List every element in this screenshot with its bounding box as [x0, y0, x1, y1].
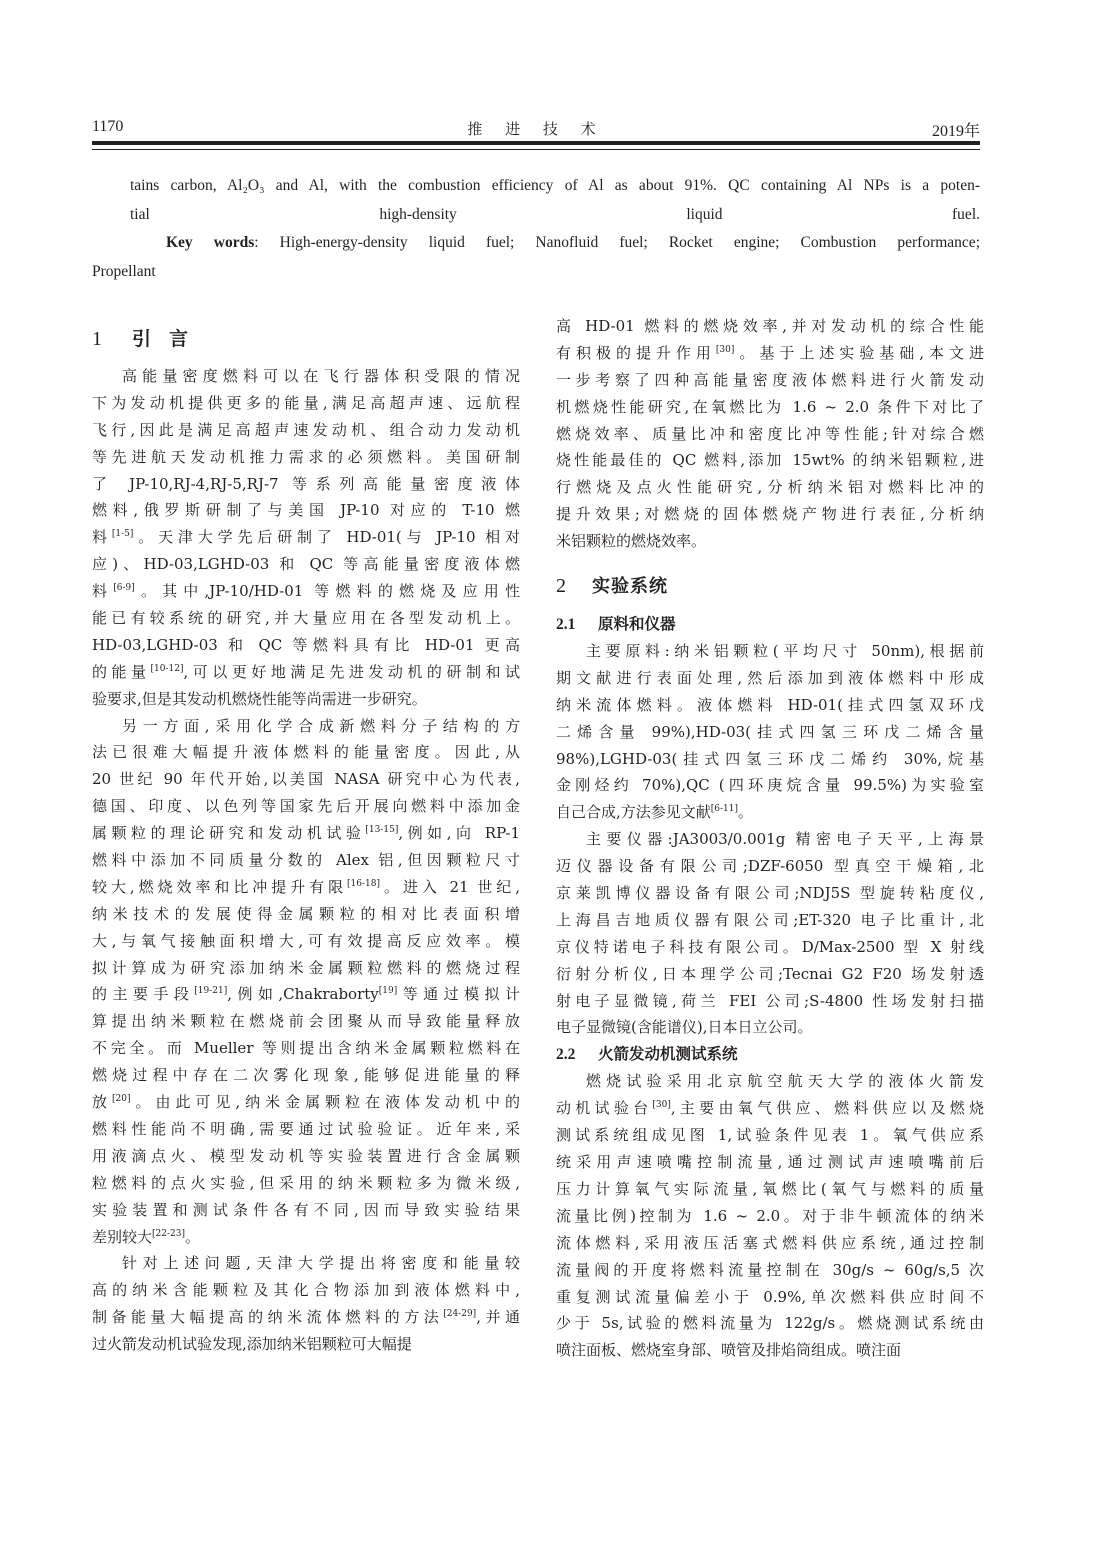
text-line: [556, 1203, 984, 1230]
text-line: [92, 766, 520, 793]
text-segment: 。其中,JP-10/HD-01 等燃料的燃烧及应用性: [134, 582, 520, 601]
text-segment: 了 JP-10,RJ-4,RJ-5,RJ-7 等系列高能量密度液体: [92, 474, 520, 493]
text-segment: ,并通: [476, 1308, 520, 1327]
section-number: 2: [556, 575, 566, 598]
right-column: [556, 313, 984, 1364]
citation-ref: [24-29]: [443, 1309, 477, 1320]
text-line: [92, 390, 520, 417]
text-line: [556, 394, 984, 421]
text-segment: 。天津大学先后研制了 HD-01(与 JP-10 相对: [133, 528, 520, 547]
text-segment: 拟计算成为研究添加纳米金属颗粒燃料的燃烧过程: [92, 958, 520, 977]
text-segment: 主要仪器:JA3003/0.001g 精密电子天平,上海景: [586, 830, 984, 849]
text-segment: 主要原料:纳米铝颗粒(平均尺寸 50nm),根据前: [586, 642, 984, 661]
text-segment: 烧性能最佳的 QC 燃料,添加 15wt% 的纳米铝颗粒,进: [556, 451, 984, 470]
text-segment: 喷注面板、燃烧室身部、喷管及排焰筒组成。喷注面: [556, 1341, 902, 1360]
text-segment: 另一方面,采用化学合成新燃料分子结构的方: [122, 716, 520, 735]
text-segment: 等先进航天发动机推力需求的必须燃料。美国研制: [92, 447, 520, 466]
text-segment: 金刚烃约 70%),QC (四环庚烷含量 99.5%)为实验室: [556, 776, 984, 795]
text-segment: 验要求,但是其发动机燃烧性能等尚需进一步研究。: [92, 689, 427, 708]
text-segment: ,例如,向 RP-1: [398, 824, 520, 843]
text-segment: 德国、印度、以色列等国家先后开展向燃料中添加金: [92, 797, 520, 816]
text-segment: 针对上述问题,天津大学提出将密度和能量较: [122, 1254, 520, 1273]
text-line: [92, 820, 520, 847]
keywords-separator: :: [254, 234, 259, 251]
header-rule-thin: [92, 149, 980, 150]
citation-ref: [20]: [112, 1094, 131, 1105]
subsection-title: 原料和仪器: [598, 615, 676, 634]
text-segment: 期文献进行表面处理,然后添加到液体燃料中形成: [556, 668, 984, 687]
text-segment: 飞行,因此是满足高超声速发动机、组合动力发动机: [92, 420, 520, 439]
text-line: [92, 1062, 520, 1089]
text-line: [92, 874, 520, 901]
section-heading-1: [92, 322, 520, 356]
text-segment: 电子显微镜(含能谱仪),日本日立公司。: [556, 1018, 813, 1037]
text-segment: 流量阀的开度将燃料流量控制在 30g/s ~ 60g/s,5 次: [556, 1260, 984, 1279]
subsection-heading-2-2: [556, 1041, 984, 1068]
abstract-line: tains carbon, Al₂O₃ and Al, with the combustion efficiency of Al as about 91%. QC containing Al NPs is a poten-: [130, 177, 980, 194]
text-line: [92, 847, 520, 874]
text-segment: 差别较大: [92, 1227, 153, 1246]
text-line: [92, 497, 520, 524]
text-line: [556, 421, 984, 448]
text-segment: 的主要手段: [92, 985, 195, 1004]
text-segment: 等通过模拟计: [397, 985, 520, 1004]
text-line: [92, 1143, 520, 1170]
citation-ref: [16-18]: [347, 878, 381, 889]
text-line: [556, 1337, 984, 1364]
text-segment: 燃烧过程中存在二次雾化现象,能够促进能量的释: [92, 1066, 520, 1085]
text-segment: 应)、HD-03,LGHD-03 和 QC 等高能量密度液体燃: [92, 555, 520, 574]
section-number: 1: [92, 328, 102, 350]
text-segment: ,主要由氧气供应、燃料供应以及燃烧: [670, 1099, 984, 1118]
text-line: [556, 826, 984, 853]
text-segment: 流量比例)控制为 1.6 ~ 2.0。对于非牛顿流体的纳米: [556, 1206, 984, 1225]
citation-ref: [22-23]: [152, 1228, 185, 1239]
text-segment: 有积极的提升作用: [556, 343, 716, 362]
text-segment: 算提出纳米颗粒在燃烧前会团聚从而导致能量释放: [92, 1012, 520, 1031]
text-line: [556, 501, 984, 528]
text-line: [556, 1284, 984, 1311]
subsection-title: 火箭发动机测试系统: [598, 1045, 738, 1064]
text-segment: 用液滴点火、模型发动机等实验装置进行含金属颗: [92, 1146, 520, 1165]
text-line: [556, 1095, 984, 1122]
text-line: [556, 799, 984, 826]
text-segment: 行燃烧及点火性能研究,分析纳米铝对燃料比冲的: [556, 478, 984, 497]
instruments-paragraph: [556, 826, 984, 1041]
text-segment: 料: [92, 582, 114, 601]
citation-ref: [6-11]: [710, 804, 739, 815]
text-line: [556, 1068, 984, 1095]
text-segment: 法已很难大幅提升液体燃料的能量密度。因此,从: [92, 743, 520, 762]
text-line: [92, 1089, 520, 1116]
text-segment: 一步考察了四种高能量密度液体燃料进行火箭发动: [556, 370, 984, 389]
text-line: [92, 901, 520, 928]
keywords-label: Key words: [166, 234, 255, 251]
left-column: [92, 322, 520, 1358]
text-line: [92, 1331, 520, 1358]
header-rule-thick: [92, 141, 980, 145]
text-segment: 京莱凯博仪器设备有限公司;NDJ5S 型旋转粘度仪,: [556, 884, 984, 903]
text-segment: 。: [738, 803, 754, 822]
text-line: [92, 605, 520, 632]
text-segment: 衍射分析仪,日本理学公司;Tecnai G2 F20 场发射透: [556, 964, 984, 983]
text-line: [92, 1035, 520, 1062]
section-heading-2: [556, 569, 984, 603]
citation-ref: [19-21]: [194, 986, 228, 997]
text-segment: 提升效果;对燃烧的固体燃烧产物进行表征,分析纳: [556, 505, 984, 524]
text-line: [556, 665, 984, 692]
text-segment: 高的纳米含能颗粒及其化合物添加到液体燃料中,: [92, 1281, 520, 1300]
text-line: [556, 961, 984, 988]
text-line: [556, 772, 984, 799]
text-line: [556, 719, 984, 746]
text-segment: 高能量密度燃料可以在飞行器体积受限的情况: [122, 367, 520, 385]
text-segment: 放: [92, 1093, 112, 1112]
section-1-body: [92, 363, 520, 1358]
text-line: [92, 578, 520, 605]
text-segment: 上海昌吉地质仪器有限公司;ET-320 电子比重计,北: [556, 910, 984, 929]
text-line: [556, 907, 984, 934]
citation-ref: [30]: [715, 344, 735, 355]
text-line: [92, 417, 520, 444]
subsection-heading-2-1: [556, 611, 984, 638]
citation-ref: [10-12]: [150, 663, 184, 674]
text-line: [92, 955, 520, 982]
keywords-text: High-energy-density liquid fuel; Nanofluid fuel; Rocket engine; Combustion performance;: [258, 234, 980, 251]
text-line: [556, 880, 984, 907]
citation-ref: [1-5]: [111, 529, 134, 540]
text-segment: 能已有较系统的研究,并大量应用在各型发动机上。: [92, 609, 520, 628]
text-segment: 燃料性能尚不明确,需要通过试验验证。近年来,采: [92, 1119, 520, 1138]
text-line: [92, 981, 520, 1008]
text-segment: 机燃烧性能研究,在氧燃比为 1.6 ~ 2.0 条件下对比了: [556, 397, 984, 416]
publication-year: 2019年: [931, 123, 980, 140]
text-segment: 的能量: [92, 662, 151, 681]
text-line: [92, 1008, 520, 1035]
text-segment: 纳米技术的发展使得金属颗粒的相对比表面积增: [92, 904, 520, 923]
text-segment: 自己合成,方法参见文献: [556, 803, 711, 822]
text-segment: 迈仪器设备有限公司;DZF-6050 型真空干燥箱,北: [556, 857, 984, 876]
text-line: [556, 692, 984, 719]
text-segment: 实验装置和测试条件各有不同,因而导致实验结果: [92, 1200, 520, 1219]
text-segment: 射电子显微镜,荷兰 FEI 公司;S-4800 性场发射扫描: [556, 991, 984, 1010]
text-line: [556, 474, 984, 501]
section-title: 实验系统: [592, 576, 668, 598]
citation-ref: [30]: [652, 1100, 671, 1111]
text-segment: 京仪特诺电子科技有限公司。D/Max-2500 型 X 射线: [556, 937, 984, 956]
text-line: [556, 313, 984, 340]
test-system-paragraph: [556, 1068, 984, 1364]
text-line: [92, 1277, 520, 1304]
text-line: [556, 853, 984, 880]
text-line: [556, 367, 984, 394]
text-line: [92, 524, 520, 551]
text-line: [92, 659, 520, 686]
text-line: [92, 739, 520, 766]
text-line: [92, 686, 520, 713]
text-segment: 过火箭发动机试验发现,添加纳米铝颗粒可大幅提: [92, 1335, 412, 1354]
text-segment: 高 HD-01 燃料的燃烧效率,并对发动机的综合性能: [556, 317, 984, 335]
text-line: [556, 1122, 984, 1149]
text-line: [92, 471, 520, 498]
text-line: [556, 746, 984, 773]
text-segment: 纳米流体燃料。液体燃料 HD-01(挂式四氢双环戊: [556, 695, 984, 714]
text-segment: 统采用声速喷嘴控制流量,通过测试声速喷嘴前后: [556, 1153, 984, 1172]
text-line: [92, 1250, 520, 1277]
text-line: [556, 1257, 984, 1284]
text-segment: ,可以更好地满足先进发动机的研制和试: [183, 662, 520, 681]
text-line: [556, 1149, 984, 1176]
text-segment: 下为发动机提供更多的能量,满足高超声速、远航程: [92, 393, 520, 412]
page-number: 1170: [92, 118, 124, 135]
text-line: [556, 1014, 984, 1041]
text-line: [92, 1304, 520, 1331]
text-line: [556, 988, 984, 1015]
text-segment: 大,与氧气接触面积增大,可有效提高反应效率。模: [92, 931, 520, 950]
text-segment: 98%),LGHD-03(挂式四氢三环戊二烯约 30%,烷基: [556, 749, 984, 768]
text-line: [556, 934, 984, 961]
text-segment: 料: [92, 528, 112, 547]
citation-ref: [6-9]: [113, 583, 135, 594]
subsection-number: 2.2: [556, 1046, 576, 1064]
text-segment: 。: [184, 1227, 200, 1246]
keywords-continuation: Propellant: [92, 262, 156, 280]
text-segment: 粒燃料的点火实验,但采用的纳米颗粒多为微米级,: [92, 1173, 520, 1192]
text-line: [92, 713, 520, 740]
text-line: [92, 551, 520, 578]
text-segment: 压力计算氧气实际流量,氧燃比(氧气与燃料的质量: [556, 1179, 984, 1198]
introduction-continuation: [556, 313, 984, 555]
text-line: [556, 340, 984, 367]
text-line: [92, 363, 520, 390]
text-segment: 流体燃料,采用液压活塞式燃料供应系统,通过控制: [556, 1233, 984, 1252]
materials-paragraph: [556, 638, 984, 826]
text-segment: 不完全。而 Mueller 等则提出含纳米金属颗粒燃料在: [92, 1039, 520, 1058]
citation-ref: [13-15]: [365, 825, 399, 836]
text-segment: 燃烧试验采用北京航空航天大学的液体火箭发: [586, 1072, 984, 1091]
text-segment: 20 世纪 90 年代开始,以美国 NASA 研究中心为代表,: [92, 770, 520, 789]
text-segment: 燃料,俄罗斯研制了与美国 JP-10 对应的 T-10 燃: [92, 501, 520, 520]
text-segment: 较大,燃烧效率和比冲提升有限: [92, 877, 348, 896]
section-title: 引言: [132, 328, 207, 350]
text-segment: ,例如,Chakraborty: [227, 985, 379, 1004]
text-segment: 属颗粒的理论研究和发动机试验: [92, 824, 366, 843]
text-line: [92, 1224, 520, 1251]
text-line: [92, 1197, 520, 1224]
journal-title: 推 进 技 术: [467, 120, 605, 138]
text-segment: 。基于上述实验基础,本文进: [734, 343, 984, 362]
abstract-line: tial high-density liquid fuel.: [130, 205, 980, 223]
text-line: [92, 444, 520, 471]
text-line: [556, 1310, 984, 1337]
text-segment: HD-03,LGHD-03 和 QC 等燃料具有比 HD-01 更高: [92, 635, 520, 654]
abstract-tail: [92, 172, 980, 286]
text-segment: 。进入 21 世纪,: [380, 877, 520, 896]
text-line: [556, 1176, 984, 1203]
text-segment: 少于 5s,试验的燃料流量为 122g/s。燃烧测试系统由: [556, 1314, 984, 1333]
text-segment: 动机试验台: [556, 1099, 653, 1118]
text-segment: 制备能量大幅提高的纳米流体燃料的方法: [92, 1308, 444, 1327]
text-segment: 二烯含量 99%),HD-03(挂式四氢三环戊二烯含量: [556, 722, 984, 741]
text-line: [92, 1116, 520, 1143]
text-line: [92, 793, 520, 820]
running-head: [92, 118, 980, 140]
keywords-line: [130, 229, 980, 258]
text-line: [92, 632, 520, 659]
text-line: [92, 928, 520, 955]
text-segment: 重复测试流量偏差小于 0.9%,单次燃料供应时间不: [556, 1287, 984, 1306]
text-line: [556, 1230, 984, 1257]
subsection-number: 2.1: [556, 616, 576, 634]
text-segment: 测试系统组成见图 1,试验条件见表 1。氧气供应系: [556, 1126, 984, 1145]
text-line: [556, 528, 984, 555]
text-segment: 燃料中添加不同质量分数的 Alex 铝,但因颗粒尺寸: [92, 851, 520, 870]
citation-ref: [19]: [378, 986, 398, 997]
text-line: [92, 1170, 520, 1197]
text-segment: 。由此可见,纳米金属颗粒在液体发动机中的: [130, 1093, 520, 1112]
text-line: [556, 638, 984, 665]
text-segment: 燃烧效率、质量比冲和密度比冲等性能;针对综合燃: [556, 424, 984, 443]
text-line: [556, 447, 984, 474]
text-segment: 米铝颗粒的燃烧效率。: [556, 532, 707, 551]
